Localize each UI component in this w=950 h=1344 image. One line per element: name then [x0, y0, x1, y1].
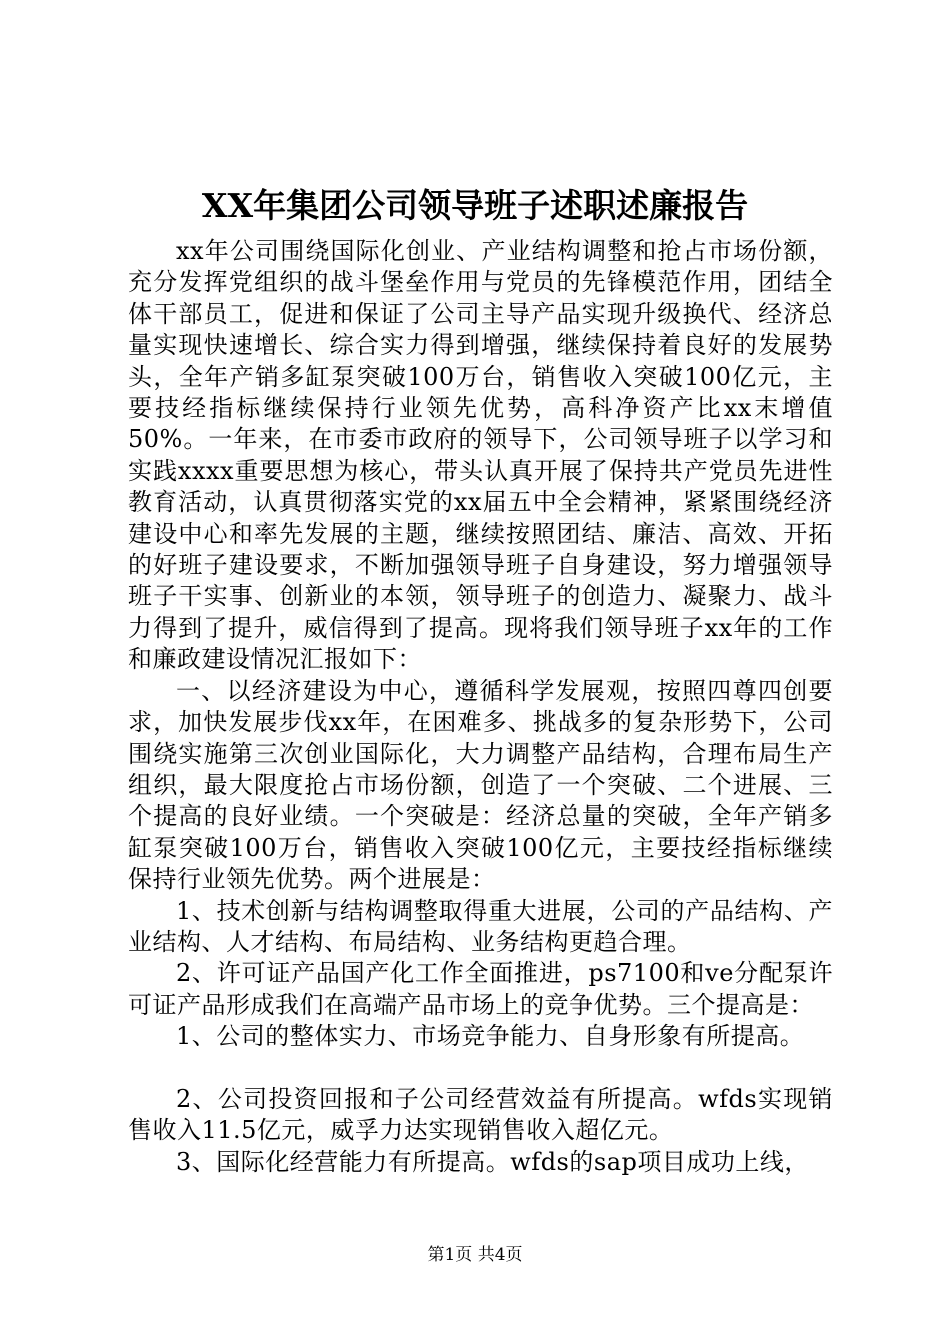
- paragraph: 2、公司投资回报和子公司经营效益有所提高。wfds实现销售收入11.5亿元，威孚力达实现销售收入超亿元。: [128, 1084, 833, 1145]
- document-title: XX年集团公司领导班子述职述廉报告: [201, 186, 749, 225]
- paragraph: 3、国际化经营能力有所提高。wfds的sap项目成功上线，: [176, 1147, 809, 1176]
- paragraph: xx年公司围绕国际化创业、产业结构调整和抢占市场份额，充分发挥党组织的战斗堡垒作用与党员的先锋模范作用，团结全体干部员工，促进和保证了公司主导产品实现升级换代、经济总量实现快速增长、综合实力得到增强，继续保持着良好的发展势头，全年产销多缸泵突破100万台，销售收入突破100亿元，主要技经指标继续保持行业领先优势，高科净资产比xx末增值50%。一年来，在市委市政府的领导下，公司领导班子以学习和实践xxxx重要思想为核心，带头认真开展了保持共产党员先进性教育活动，认真贯彻落实党的xx届五中全会精神，紧紧围绕经济建设中心和率先发展的主题，继续按照团结、廉洁、高效、开拓的好班子建设要求，不断加强领导班子自身建设，努力增强领导班子干实事、创新业的本领，领导班子的创造力、凝聚力、战斗力得到了提升，威信得到了提高。现将我们领导班子xx年的工作和廉政建设情况汇报如下：: [128, 237, 833, 674]
- paragraph: 一、以经济建设为中心，遵循科学发展观，按照四尊四创要求，加快发展步伐xx年，在困难多、挑战多的复杂形势下，公司围绕实施第三次创业国际化，大力调整产品结构，合理布局生产组织，最大限度抢占市场份额，创造了一个突破、二个进展、三个提高的良好业绩。一个突破是：经济总量的突破，全年产销多缸泵突破100万台，销售收入突破100亿元，主要技经指标继续保持行业领先优势。两个进展是：: [128, 676, 833, 894]
- paragraph: 2、许可证产品国产化工作全面推进，ps7100和ve分配泵许可证产品形成我们在高端产品市场上的竞争优势。三个提高是：: [128, 959, 833, 1019]
- page-number-footer: 第1页 共4页: [427, 1245, 523, 1265]
- paragraph: 1、公司的整体实力、市场竞争能力、自身形象有所提高。: [176, 1022, 805, 1051]
- paragraph: 1、技术创新与结构调整取得重大进展，公司的产品结构、产业结构、人才结构、布局结构、业务结构更趋合理。: [128, 896, 833, 956]
- document-body: [128, 236, 833, 1178]
